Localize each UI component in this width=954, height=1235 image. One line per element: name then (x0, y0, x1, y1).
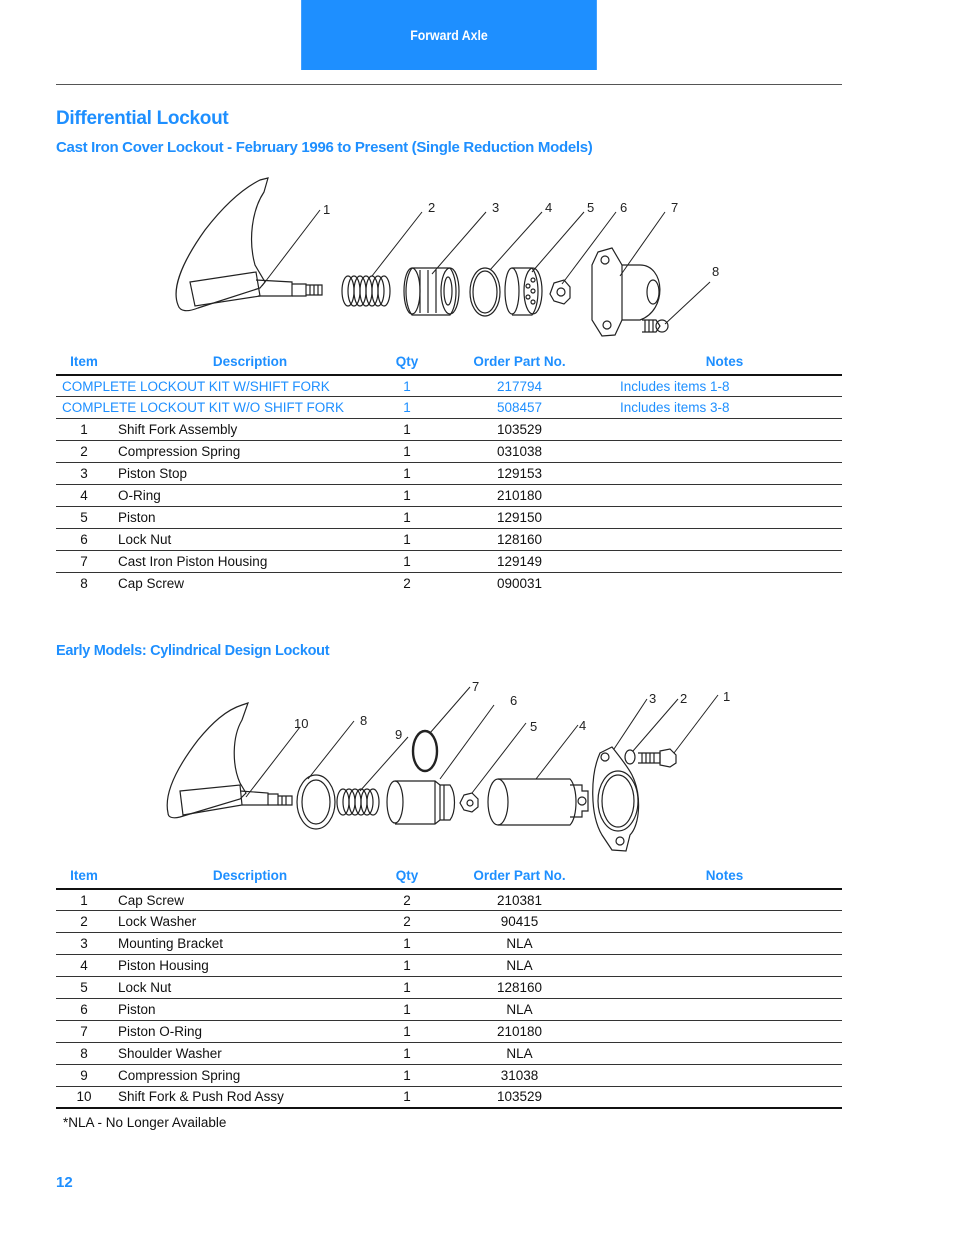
item-number: 5 (56, 506, 112, 528)
item-number: 2 (56, 441, 112, 463)
item-part-no: 31038 (432, 1064, 607, 1086)
item-part-no: 103529 (432, 1086, 607, 1108)
callout-7: 7 (472, 679, 480, 694)
item-number: 5 (56, 977, 112, 999)
table-row (56, 484, 842, 506)
item-qty: 1 (382, 419, 432, 441)
item-description: Piston O-Ring (112, 1020, 382, 1042)
item-part-no: NLA (432, 955, 607, 977)
table-row (56, 998, 842, 1020)
item-qty: 1 (382, 441, 432, 463)
item-number: 4 (56, 484, 112, 506)
lockout-exploded-diagram-1 (160, 170, 750, 345)
table-row (56, 441, 842, 463)
table-row (56, 1042, 842, 1064)
item-description: Mounting Bracket (112, 933, 382, 955)
item-number: 9 (56, 1064, 112, 1086)
callout-1: 1 (323, 202, 331, 217)
item-notes (607, 1086, 842, 1108)
column-header-notes: Notes (607, 863, 842, 889)
item-notes (607, 1020, 842, 1042)
item-number: 8 (56, 1042, 112, 1064)
table-row (56, 550, 842, 572)
item-part-no: 129153 (432, 463, 607, 485)
item-qty: 1 (382, 1064, 432, 1086)
item-qty: 1 (382, 550, 432, 572)
item-part-no: 128160 (432, 528, 607, 550)
section-title: Differential Lockout (56, 108, 229, 129)
kit-qty: 1 (382, 397, 432, 419)
item-description: Piston (112, 998, 382, 1020)
kit-row (56, 375, 842, 397)
header-tab-label: Forward Axle (410, 27, 488, 43)
callout-6: 6 (620, 200, 628, 215)
table-header-row (56, 349, 842, 375)
callout-5: 5 (587, 200, 595, 215)
item-notes (607, 572, 842, 594)
kit-qty: 1 (382, 375, 432, 397)
item-qty: 1 (382, 933, 432, 955)
table-row (56, 419, 842, 441)
lockout-exploded-diagram-2 (150, 675, 750, 860)
item-part-no: 210180 (432, 484, 607, 506)
item-notes (607, 550, 842, 572)
table-row (56, 933, 842, 955)
kit-description: COMPLETE LOCKOUT KIT W/O SHIFT FORK (56, 397, 382, 419)
callout-3: 3 (649, 691, 657, 706)
item-qty: 1 (382, 484, 432, 506)
callout-2: 2 (680, 691, 688, 706)
kit-description: COMPLETE LOCKOUT KIT W/SHIFT FORK (56, 375, 382, 397)
table-row (56, 506, 842, 528)
item-description: Shift Fork & Push Rod Assy (112, 1086, 382, 1108)
item-qty: 1 (382, 955, 432, 977)
table-row (56, 1064, 842, 1086)
column-header-item: Item (56, 349, 112, 375)
item-qty: 1 (382, 998, 432, 1020)
item-notes (607, 911, 842, 933)
item-number: 1 (56, 419, 112, 441)
section2-subtitle: Early Models: Cylindrical Design Lockout (56, 643, 330, 659)
item-part-no: 031038 (432, 441, 607, 463)
item-qty: 1 (382, 463, 432, 485)
callout-4: 4 (545, 200, 553, 215)
table-header-row (56, 863, 842, 889)
kit-notes: Includes items 1-8 (607, 375, 842, 397)
item-description: Shift Fork Assembly (112, 419, 382, 441)
item-number: 6 (56, 528, 112, 550)
callout-4: 4 (579, 718, 587, 733)
item-qty: 1 (382, 1020, 432, 1042)
item-description: Lock Washer (112, 911, 382, 933)
table-row (56, 955, 842, 977)
callout-7: 7 (671, 200, 679, 215)
item-notes (607, 441, 842, 463)
column-header-notes: Notes (607, 349, 842, 375)
table-row (56, 889, 842, 911)
item-qty: 1 (382, 528, 432, 550)
column-header-part-no: Order Part No. (432, 349, 607, 375)
item-part-no: NLA (432, 933, 607, 955)
column-header-item: Item (56, 863, 112, 889)
kit-part-no: 217794 (432, 375, 607, 397)
table-row (56, 1086, 842, 1108)
item-description: Cast Iron Piston Housing (112, 550, 382, 572)
item-number: 3 (56, 933, 112, 955)
item-description: Cap Screw (118, 575, 185, 591)
section1-subtitle: Cast Iron Cover Lockout - February 1996 to Present (Single Reduction Models) (56, 139, 593, 156)
item-part-no: 103529 (432, 419, 607, 441)
item-part-no: 210381 (432, 889, 607, 911)
item-number: 4 (56, 955, 112, 977)
table-row (56, 463, 842, 485)
item-number: 8 (80, 575, 88, 591)
item-part-no: 129150 (432, 506, 607, 528)
callout-8: 8 (712, 264, 720, 279)
column-header-description: Description (112, 349, 382, 375)
header-divider (56, 84, 842, 85)
item-number: 7 (56, 550, 112, 572)
header-tab (301, 0, 597, 70)
item-description: Compression Spring (112, 1064, 382, 1086)
column-header-qty: Qty (382, 863, 432, 889)
item-description: Cap Screw (112, 889, 382, 911)
callout-2: 2 (428, 200, 436, 215)
item-qty: 1 (382, 977, 432, 999)
item-qty: 1 (382, 1086, 432, 1108)
callout-9: 9 (395, 727, 403, 742)
callout-5: 5 (530, 719, 538, 734)
item-number: 1 (56, 889, 112, 911)
item-description: Lock Nut (112, 977, 382, 999)
item-description: Piston (112, 506, 382, 528)
page-number: 12 (56, 1174, 73, 1191)
table-row (56, 911, 842, 933)
kit-row (56, 397, 842, 419)
parts-table-2 (56, 863, 842, 1109)
item-description: Lock Nut (112, 528, 382, 550)
kit-part-no: 508457 (432, 397, 607, 419)
item-description: Compression Spring (112, 441, 382, 463)
item-part-no: 090031 (496, 575, 543, 591)
parts-table-1 (56, 349, 842, 594)
item-part-no: 128160 (432, 977, 607, 999)
kit-notes: Includes items 3-8 (607, 397, 842, 419)
item-part-no: NLA (432, 998, 607, 1020)
item-notes (607, 528, 842, 550)
item-notes (607, 484, 842, 506)
item-qty: 2 (403, 575, 411, 591)
item-number: 7 (56, 1020, 112, 1042)
item-notes (607, 889, 842, 911)
table-row (56, 528, 842, 550)
item-number: 2 (56, 911, 112, 933)
item-part-no: 90415 (432, 911, 607, 933)
item-qty: 1 (382, 1042, 432, 1064)
item-part-no: NLA (432, 1042, 607, 1064)
callout-6: 6 (510, 693, 518, 708)
item-description: O-Ring (112, 484, 382, 506)
item-notes (607, 977, 842, 999)
item-description: Piston Housing (112, 955, 382, 977)
item-notes (607, 506, 842, 528)
callout-1: 1 (723, 689, 731, 704)
item-description: Piston Stop (112, 463, 382, 485)
table-row (56, 572, 842, 594)
item-part-no: 129149 (432, 550, 607, 572)
item-notes (607, 463, 842, 485)
callout-3: 3 (492, 200, 500, 215)
item-qty: 1 (382, 506, 432, 528)
item-number: 6 (56, 998, 112, 1020)
item-notes (607, 1064, 842, 1086)
item-notes (607, 933, 842, 955)
item-description: Shoulder Washer (112, 1042, 382, 1064)
item-part-no: 210180 (432, 1020, 607, 1042)
item-notes (607, 1042, 842, 1064)
table-row (56, 1020, 842, 1042)
callout-10: 10 (294, 716, 309, 731)
column-header-qty: Qty (382, 349, 432, 375)
column-header-description: Description (112, 863, 382, 889)
item-number: 3 (56, 463, 112, 485)
footnote: *NLA - No Longer Available (63, 1115, 227, 1130)
table-row (56, 977, 842, 999)
item-number: 10 (56, 1086, 112, 1108)
column-header-part-no: Order Part No. (432, 863, 607, 889)
item-qty: 2 (382, 889, 432, 911)
item-qty: 2 (382, 911, 432, 933)
item-notes (607, 998, 842, 1020)
item-notes (607, 955, 842, 977)
callout-8: 8 (360, 713, 368, 728)
item-notes (607, 419, 842, 441)
